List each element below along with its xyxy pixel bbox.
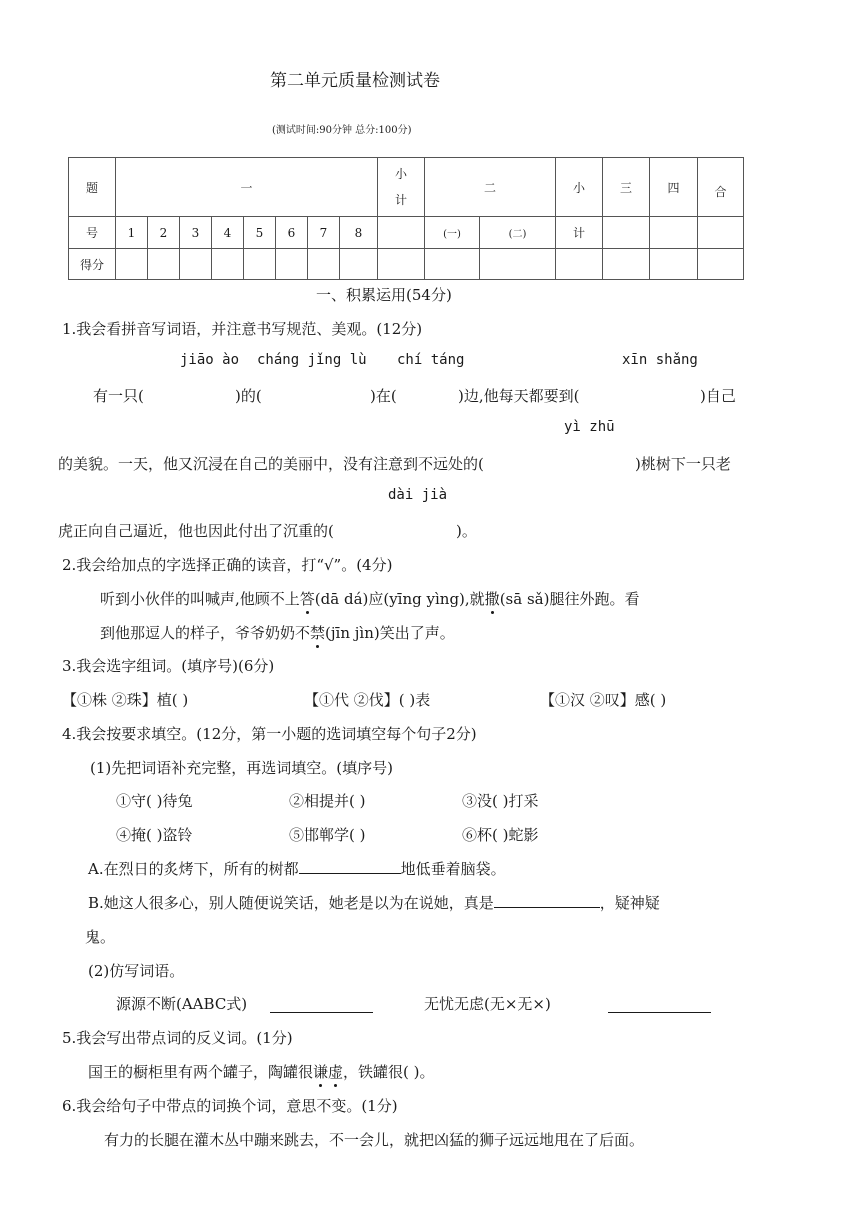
text: 的美貌。一天，他又沉浸在自己的美丽中，没有注意到不远处的( <box>58 455 484 473</box>
question-4-title: 4.我会按要求填空。(12分，第一小题的选词填空每个句子2分) <box>62 725 477 743</box>
word-group: 【①代 ②伐】( )表 <box>304 691 431 709</box>
cell-num: 3 <box>180 217 212 249</box>
question-6-title: 6.我会给句子中带点的词换个词，意思不变。(1分) <box>62 1097 398 1115</box>
fill-sentence-b: B.她这人很多心，别人随便说笑话，她老是以为在说她，真是 ，疑神疑 <box>88 894 660 912</box>
question-3-title: 3.我会选字组词。(填序号)(6分) <box>62 657 275 675</box>
cell-num: 5 <box>244 217 276 249</box>
score-input-cell[interactable] <box>212 249 244 280</box>
idiom-item: ②相提并( ) <box>289 792 366 810</box>
score-input-cell[interactable] <box>556 249 603 280</box>
page-title: 第二单元质量检测试卷 <box>270 71 440 91</box>
blank-line[interactable] <box>494 893 600 908</box>
cell-defen: 得分 <box>69 249 116 280</box>
cell-xiaoji-1: 小 计 <box>378 158 425 217</box>
score-input-cell[interactable] <box>340 249 378 280</box>
pinyin: cháng jǐng lù <box>257 352 367 368</box>
cell-ji: 计 <box>556 217 603 249</box>
cell-num: 1 <box>116 217 148 249</box>
text: 鬼。 <box>85 928 116 946</box>
cell-er: 二 <box>425 158 556 217</box>
score-input-cell[interactable] <box>480 249 556 280</box>
idiom-item: ⑥杯( )蛇影 <box>462 826 539 844</box>
blank-line[interactable] <box>608 998 711 1013</box>
text: )。 <box>456 522 477 540</box>
text: )边,他每天都要到( <box>458 387 580 405</box>
pinyin: yì zhū <box>564 419 615 435</box>
text: )在( <box>370 387 397 405</box>
score-input-cell[interactable] <box>603 249 650 280</box>
score-input-cell[interactable] <box>116 249 148 280</box>
idiom-item: ③没( )打采 <box>462 792 539 810</box>
question-5-title: 5.我会写出带点词的反义词。(1分) <box>62 1029 293 1047</box>
blank-line[interactable] <box>299 859 401 874</box>
pinyin: chí táng <box>397 352 465 368</box>
cell-num: 7 <box>308 217 340 249</box>
cell-num: 4 <box>212 217 244 249</box>
cell-si: 四 <box>650 158 698 217</box>
pinyin: xīn shǎng <box>622 352 698 368</box>
word-group: 【①汉 ②叹】感( ) <box>540 691 667 709</box>
cell-empty <box>378 217 425 249</box>
question-2-line: 听到小伙伴的叫喊声,他顾不上答(dā dá)应(yīng yìng),就撒(sā sǎ)腿往外跑。看 <box>100 590 640 608</box>
idiom-item: ④掩( )盗铃 <box>116 826 193 844</box>
cell-empty <box>650 217 698 249</box>
cell-hao: 号 <box>69 217 116 249</box>
cell-sub-1: (一) <box>425 217 480 249</box>
question-5-line: 国王的橱柜里有两个罐子，陶罐很谦虚，铁罐很( )。 <box>88 1063 435 1081</box>
score-input-cell[interactable] <box>148 249 180 280</box>
sub-question: (2)仿写词语。 <box>88 962 185 980</box>
score-input-cell[interactable] <box>698 249 744 280</box>
pinyin: dài jià <box>388 487 448 503</box>
sub-question: (1)先把词语补充完整，再选词填空。(填序号) <box>90 759 393 777</box>
cell-sub-2: (二) <box>480 217 556 249</box>
idiom-item: ①守( )待兔 <box>116 792 193 810</box>
question-2-title: 2.我会给加点的字选择正确的读音，打“√”。(4分) <box>62 556 393 574</box>
score-input-cell[interactable] <box>425 249 480 280</box>
question-2-line: 到他那逗人的样子，爷爷奶奶不禁(jīn jìn)笑出了声。 <box>100 624 455 642</box>
score-input-cell[interactable] <box>378 249 425 280</box>
question-6-sentence: 有力的长腿在灌木丛中蹦来跳去，不一会儿，就把凶猛的狮子远远地甩在了后面。 <box>104 1131 645 1149</box>
cell-num: 2 <box>148 217 180 249</box>
section-heading: 一、积累运用(54分) <box>316 286 452 304</box>
pinyin: jiāo ào <box>180 352 240 368</box>
score-table <box>68 157 744 280</box>
cell-ti: 题 <box>69 158 116 217</box>
question-1-title: 1.我会看拼音写词语，并注意书写规范、美观。(12分) <box>62 320 423 338</box>
text: 有一只( <box>93 387 144 405</box>
score-input-cell[interactable] <box>180 249 212 280</box>
cell-he: 合 <box>698 158 744 217</box>
text: )桃树下一只老 <box>635 455 731 473</box>
cell-empty <box>698 217 744 249</box>
imitation-item: 源源不断(AABC式) <box>116 995 248 1013</box>
score-input-cell[interactable] <box>244 249 276 280</box>
cell-num: 6 <box>276 217 308 249</box>
imitation-item: 无忧无虑(无×无×) <box>424 995 551 1013</box>
cell-san: 三 <box>603 158 650 217</box>
text: )自己 <box>700 387 736 405</box>
text: 虎正向自己逼近，他也因此付出了沉重的( <box>58 522 334 540</box>
cell-num: 8 <box>340 217 378 249</box>
score-input-cell[interactable] <box>650 249 698 280</box>
score-input-cell[interactable] <box>308 249 340 280</box>
text: )的( <box>235 387 262 405</box>
fill-sentence-a: A.在烈日的炙烤下，所有的树都 地低垂着脑袋。 <box>88 860 506 878</box>
blank-line[interactable] <box>270 998 373 1013</box>
cell-xiao-2: 小 <box>556 158 603 217</box>
exam-info: (测试时间:90分钟 总分:100分) <box>272 125 412 136</box>
cell-yi: 一 <box>116 158 378 217</box>
idiom-item: ⑤邯郸学( ) <box>289 826 366 844</box>
score-input-cell[interactable] <box>276 249 308 280</box>
cell-empty <box>603 217 650 249</box>
word-group: 【①株 ②珠】植( ) <box>62 691 189 709</box>
